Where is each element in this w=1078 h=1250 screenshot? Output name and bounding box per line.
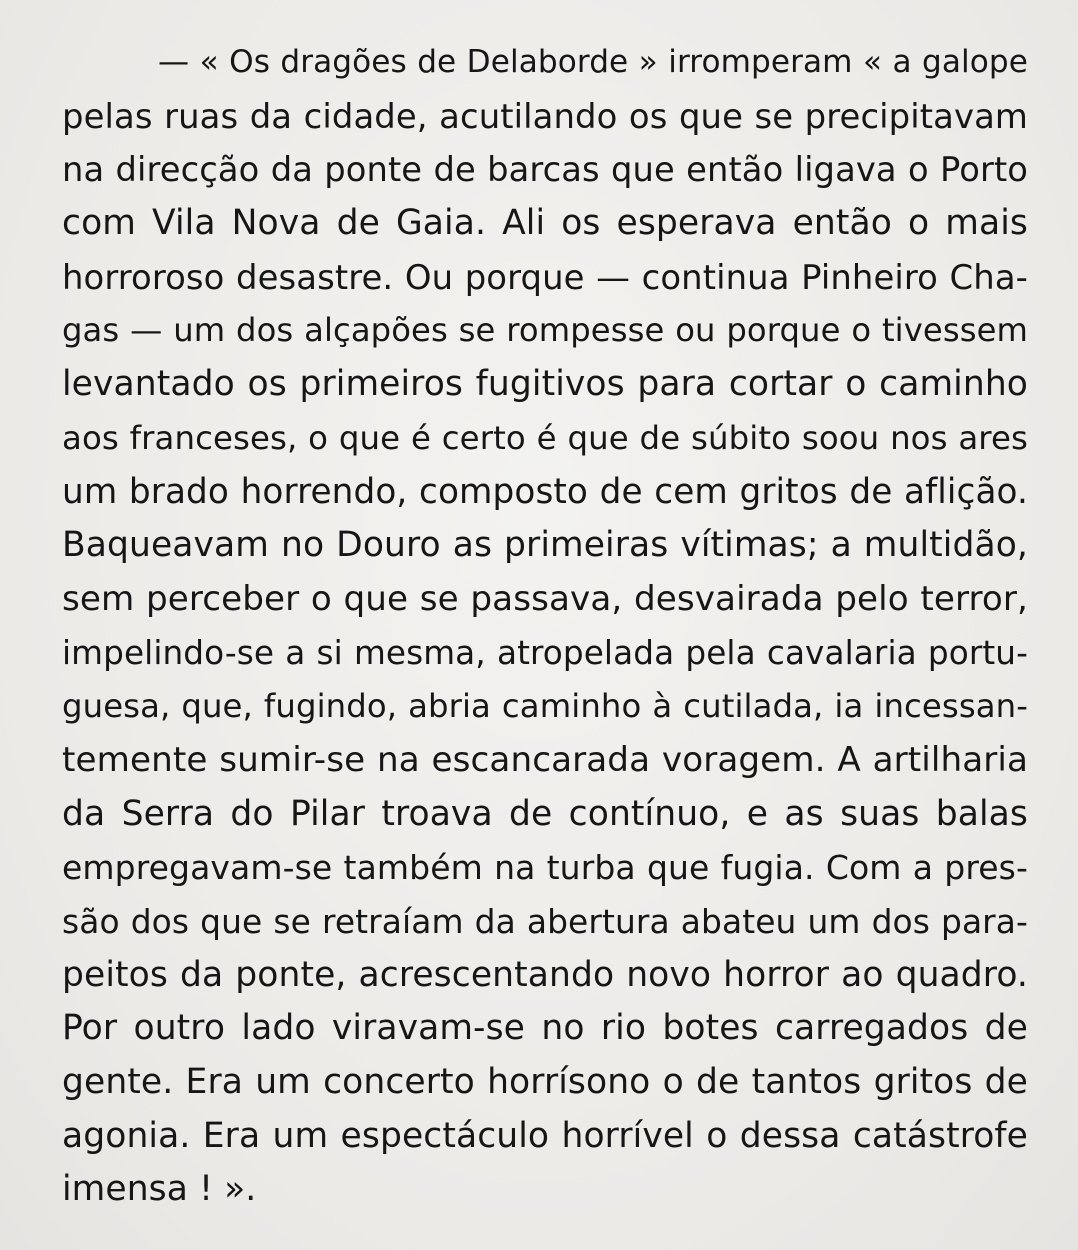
passage-text (62, 36, 1028, 1217)
text-line: temente sumir-se na escancarada voragem. A artilharia (62, 739, 1028, 780)
text-line: impelindo-se a si mesma, atropelada pela cavalaria portu- (62, 633, 1028, 672)
text-line: pelas ruas da cidade, acutilando os que se precipitavam (62, 96, 1028, 136)
text-line: empregavam-se também na turba que fugia. Com a pres- (62, 848, 1028, 888)
text-line: sem perceber o que se passava, desvairada pelo terror, (62, 578, 1028, 619)
text-line: imensa ! ». (62, 1169, 257, 1210)
text-line: peitos da ponte, acrescentando novo horror ao quadro. (62, 954, 1028, 995)
text-line: aos franceses, o que é certo é que de súbito soou nos ares (62, 418, 1028, 457)
text-line: levantado os primeiros fugitivos para cortar o caminho (62, 364, 1028, 405)
text-line: Por outro lado viravam-se no rio botes carregados de (62, 1008, 1028, 1049)
text-line: na direcção da ponte de barcas que então ligava o Porto (62, 150, 1028, 190)
text-line: são dos que se retraíam da abertura abateu um dos para- (62, 902, 1028, 941)
text-line: com Vila Nova de Gaia. Ali os esperava então o mais (62, 203, 1028, 244)
text-line: um brado horrendo, composto de cem gritos de aflição. (62, 471, 1028, 512)
text-line: da Serra do Pilar troava de contínuo, e as suas balas (62, 793, 1028, 834)
text-line: horroroso desastre. Ou porque — continua Pinheiro Cha- (62, 257, 1028, 297)
text-line: gente. Era um concerto horrísono o de tantos gritos de (62, 1062, 1028, 1103)
text-line: Baqueavam no Douro as primeiras vítimas; a multidão, (62, 525, 1028, 566)
text-line: — « Os dragões de Delaborde » irromperam « a galope (158, 44, 1028, 80)
text-line: agonia. Era um espectáculo horrível o dessa catástrofe (62, 1115, 1028, 1156)
text-line: guesa, que, fugindo, abria caminho à cutilada, ia incessan- (62, 687, 1028, 726)
text-line: gas — um dos alçapões se rompesse ou porque o tivessem (62, 311, 1028, 350)
